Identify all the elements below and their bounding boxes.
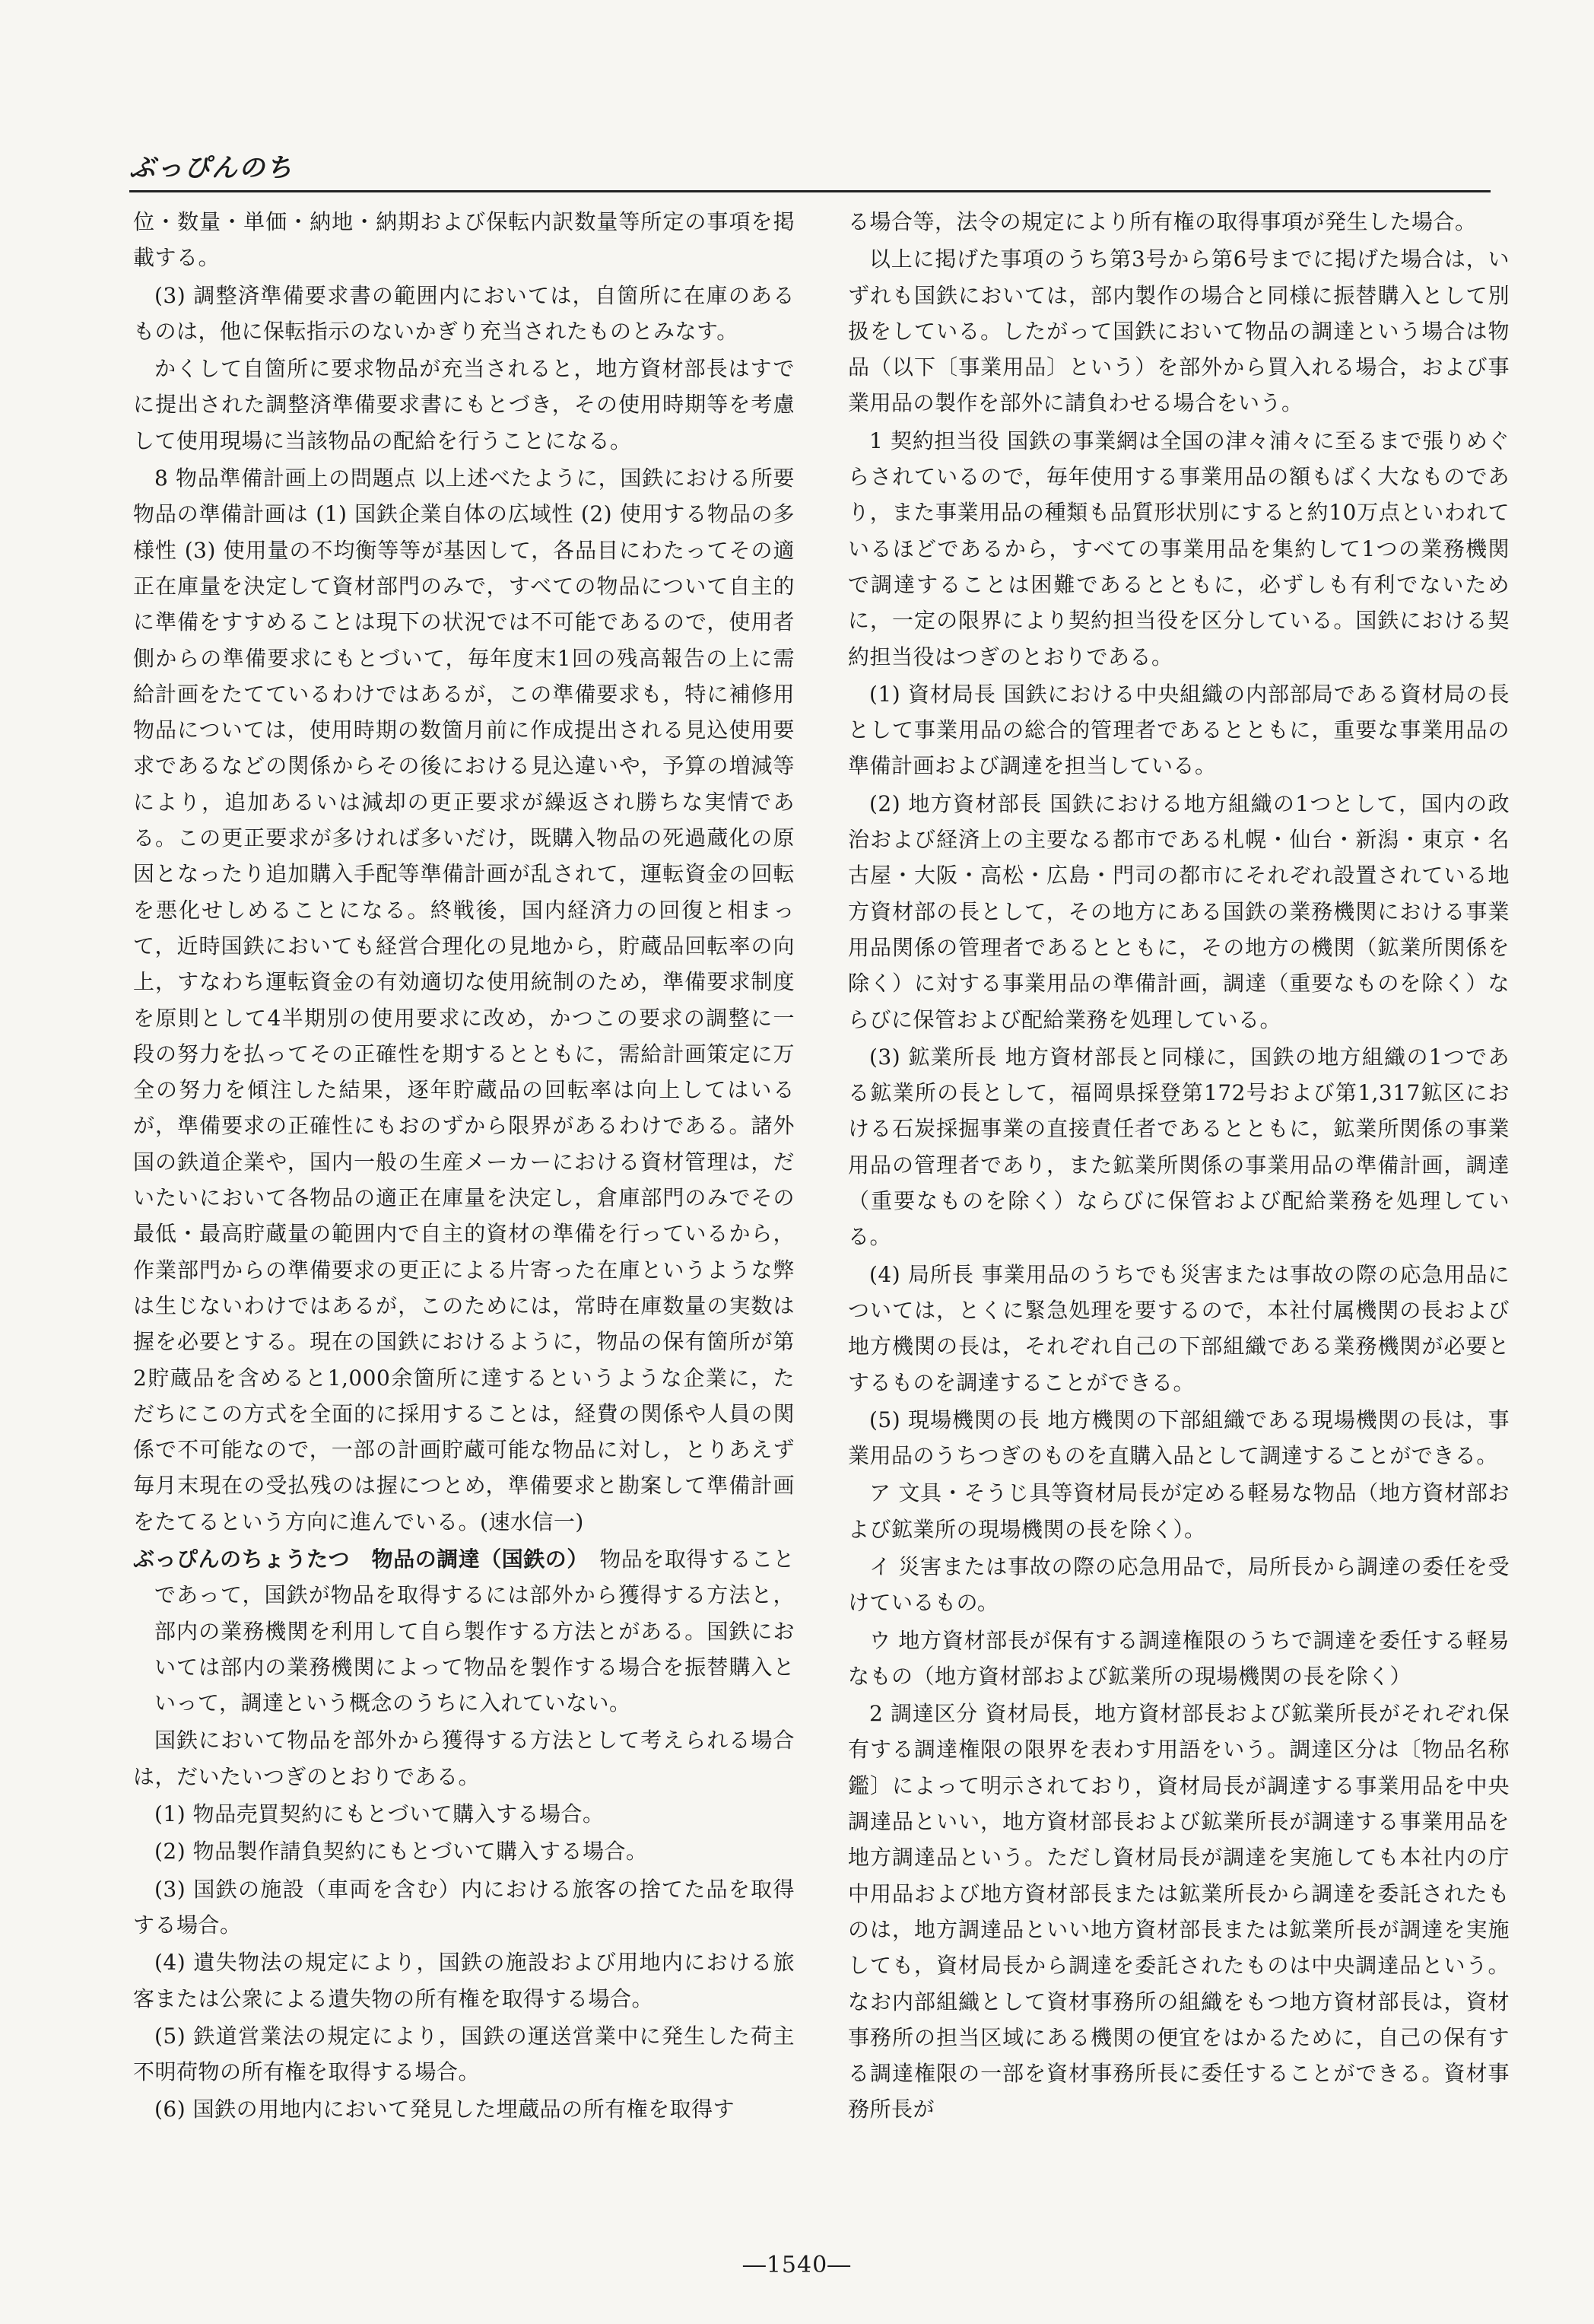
paragraph-text: (5) 鉄道営業法の規定により，国鉄の運送営業中に発生した荷主不明荷物の所有権を取得する場合。 (133, 2023, 795, 2085)
paragraph (848, 423, 1510, 675)
paragraph-text: 2 調達区分 資材局長，地方資材部長および鉱業所長がそれぞれ保有する調達権限の限界を表わす用語をいう。調達区分は〔物品名称鑑〕によって明示されており，資材局長が調達する事業用品を中央調達品といい，地方資材部長および鉱業所長が調達する事業用品を地方調達品という。ただし資材局長が調達を実施しても本社内の庁中用品および地方資材部長または鉱業所長から調達を委託されたものは，地方調達品といい地方資材部長または鉱業所長が調達を実施しても，資材局長から調達を委託されたものは中央調達品という。なお内部組織として資材事務所の組織をもつ地方資材部長は，資材事務所の担当区域にある機関の便宜をはかるために，自己の保有する調達権限の一部を資材事務所長に委任することができる。資材事務所長が (848, 1701, 1510, 2122)
paragraph-text: 1 契約担当役 国鉄の事業網は全国の津々浦々に至るまで張りめぐらされているので，毎年使用する事業用品の額もばく大なものであり，また事業用品の種類も品質形状別にすると約10万点といわれているほどであるから，すべての事業用品を集約して1つの業務機関で調達することは困難であるとともに，必ずしも有利でないために，一定の限界により契約担当役を区分している。国鉄における契約担当役はつぎのとおりである。 (848, 428, 1510, 669)
paragraph (133, 460, 795, 1540)
paragraph-text: (6) 国鉄の用地内において発見した埋蔵品の所有権を取得す (154, 2097, 735, 2122)
paragraph (848, 676, 1510, 784)
paragraph-text: 以上に掲げた事項のうち第3号から第6号までに掲げた場合は，いずれも国鉄においては，部内製作の場合と同様に振替購入として別扱をしている。したがって国鉄において物品の調達という場合は物品（以下〔事業用品〕という）を部外から買入れる場合，および事業用品の製作を部外に請負わせる場合をいう。 (848, 246, 1510, 416)
paragraph-text: (2) 地方資材部長 国鉄における地方組織の1つとして，国内の政治および経済上の主要なる都市である札幌・仙台・新潟・東京・名古屋・大阪・高松・広島・門司の都市にそれぞれ設置されている地方資材部の長として，その地方にある国鉄の業務機関における事業用品関係の管理者であるとともに，その地方の機関（鉱業所関係を除く）に対する事業用品の準備計画，調達（重要なものを除く）ならびに保管および配給業務を処理している。 (848, 790, 1510, 1032)
page-header (129, 145, 1491, 192)
entry-headword: ぶっぴんのちょうたつ 物品の調達（国鉄の） (133, 1546, 578, 1572)
paragraph (133, 2018, 795, 2090)
paragraph (133, 278, 795, 350)
paragraph (848, 1039, 1510, 1255)
paragraph-text: (1) 資材局長 国鉄における中央組織の内部部局である資材局の長として事業用品の総合的管理者であるとともに，重要な事業用品の準備計画および調達を担当している。 (848, 681, 1510, 779)
paragraph-text: (5) 現場機関の長 地方機関の下部組織である現場機関の長は，事業用品のうちつぎのものを直購入品として調達することができる。 (848, 1407, 1510, 1469)
paragraph (133, 1541, 795, 1721)
paragraph-text: (4) 遺失物法の規定により，国鉄の施設および用地内における旅客または公衆による遺失物の所有権を取得する場合。 (133, 1950, 795, 2011)
paragraph-text: (2) 物品製作請負契約にもとづいて購入する場合。 (154, 1839, 648, 1865)
paragraph-text: 8 物品準備計画上の問題点 以上述べたように，国鉄における所要物品の準備計画は (1) 国鉄企業自体の広域性 (2) 使用する物品の多様性 (3) 使用量の不均衡等等が基因して，各品目にわたってその適正在庫量を決定して資材部門のみで，すべての物品について自主的に準備をすすめることは現下の状況では不可能であるので，使用者側からの準備要求にもとづいて，毎年度末1回の残高報告の上に需給計画をたてているわけではあるが，この準備要求も，特に補修用物品については，使用時期の数箇月前に作成提出される見込使用要求であるなどの関係からその後における見込違いや，予算の増減等により，追加あるいは減却の更正要求が繰返され勝ちな実情である。この更正要求が多ければ多いだけ，既購入物品の死過蔵化の原因となったり追加購入手配等準備計画が乱されて，運転資金の回転を悪化せしめることになる。終戦後，国内経済力の回復と相まって，近時国鉄においても経営合理化の見地から，貯蔵品回転率の向上，すなわち運転資金の有効適切な使用統制のため，準備要求制度を原則として4半期別の使用要求に改め，かつこの要求の調整に一段の努力を払ってその正確性を期するとともに，需給計画策定に万全の努力を傾注した結果，逐年貯蔵品の回転率は向上してはいるが，準備要求の正確性にもおのずから限界があるわけである。諸外国の鉄道企業や，国内一般の生産メーカーにおける資材管理は，だいたいにおいて各物品の適正在庫量を決定し，倉庫部門のみでその最低・最高貯蔵量の範囲内で自主的資材の準備を行っているから，作業部門からの準備要求の更正による片寄った在庫というような弊は生じないわけではあるが，このためには，常時在庫数量の実数は握を必要とする。現在の国鉄におけるように，物品の保有箇所が第2貯蔵品を含めると1,000余箇所に達するというような企業に，ただちにこの方式を全面的に採用することは，経費の関係や人員の関係で不可能なので，一部の計画貯蔵可能な物品に対し，とりあえず毎月末現在の受払残のは握につとめ，準備要求と勘案して準備計画をたてるという方向に進んでいる。(速水信一) (133, 466, 795, 1534)
paragraph (848, 1549, 1510, 1621)
right-column (848, 204, 1510, 2129)
paragraph (848, 1696, 1510, 2128)
paragraph (133, 204, 795, 276)
paragraph (848, 1402, 1510, 1474)
paragraph (133, 1833, 795, 1869)
paragraph (848, 1623, 1510, 1695)
paragraph-text: かくして自箇所に要求物品が充当されると，地方資材部長はすでに提出された調整済準備要求書にもとづき，その使用時期等を考慮して使用現場に当該物品の配給を行うことになる。 (133, 356, 795, 453)
paragraph (133, 1722, 795, 1795)
paragraph-text: (3) 調整済準備要求書の範囲内においては，自箇所に在庫のあるものは，他に保転指示のないかぎり充当されたものとみなす。 (133, 282, 795, 344)
left-column (133, 204, 795, 2129)
paragraph (848, 1475, 1510, 1547)
paragraph-text: (3) 国鉄の施設（車両を含む）内における旅客の捨てた品を取得する場合。 (133, 1876, 795, 1938)
paragraph-text: ウ 地方資材部長が保有する調達権限のうちで調達を委任する軽易なもの（地方資材部および鉱業所の現場機関の長を除く） (848, 1627, 1510, 1689)
paragraph-text: (1) 物品売買契約にもとづいて購入する場合。 (154, 1801, 605, 1827)
paragraph-text: (3) 鉱業所長 地方資材部長と同様に，国鉄の地方組織の1つである鉱業所の長として，福岡県採登第172号および第1,317鉱区における石炭採掘事業の直接責任者であるとともに，鉱業所関係の事業用品の管理者であり，また鉱業所関係の事業用品の準備計画，調達（重要なものを除く）ならびに保管および配給業務を処理している。 (848, 1044, 1510, 1250)
paragraph (133, 1944, 795, 2017)
paragraph-text: 国鉄において物品を部外から獲得する方法として考えられる場合は，だいたいつぎのとおりである。 (133, 1728, 795, 1789)
paragraph-text: イ 災害または事故の際の応急用品で，局所長から調達の委任を受けているもの。 (848, 1553, 1510, 1616)
paragraph (133, 1871, 795, 1944)
running-head: ぶっぴんのち (129, 153, 294, 183)
paragraph (133, 2091, 795, 2127)
paragraph-text: 位・数量・単価・納地・納期および保転内訳数量等所定の事項を掲載する。 (133, 209, 795, 271)
paragraph-text: ア 文具・そうじ具等資材局長が定める軽易な物品（地方資材部および鉱業所の現場機関の長を除く）。 (848, 1480, 1510, 1542)
paragraph (133, 351, 795, 459)
paragraph-text: る場合等，法令の規定により所有権の取得事項が発生した場合。 (848, 209, 1477, 234)
paragraph (848, 1257, 1510, 1400)
paragraph (848, 786, 1510, 1038)
paragraph (848, 241, 1510, 421)
page-number: ―1540― (742, 2252, 852, 2278)
paragraph (848, 204, 1510, 240)
paragraph (133, 1796, 795, 1832)
paragraph-text: (4) 局所長 事業用品のうちでも災害または事故の際の応急用品については，とくに緊急処理を要するので，本社付属機関の長および地方機関の長は，それぞれ自己の下部組織である業務機関が必要とするものを調達することができる。 (848, 1261, 1510, 1395)
paragraph-text: 物品を取得することであって，国鉄が物品を取得するには部外から獲得する方法と，部内の業務機関を利用して自ら製作する方法とがある。国鉄においては部内の業務機関によって物品を製作する場合を振替購入といって，調達という概念のうちに入れていない。 (154, 1546, 795, 1716)
